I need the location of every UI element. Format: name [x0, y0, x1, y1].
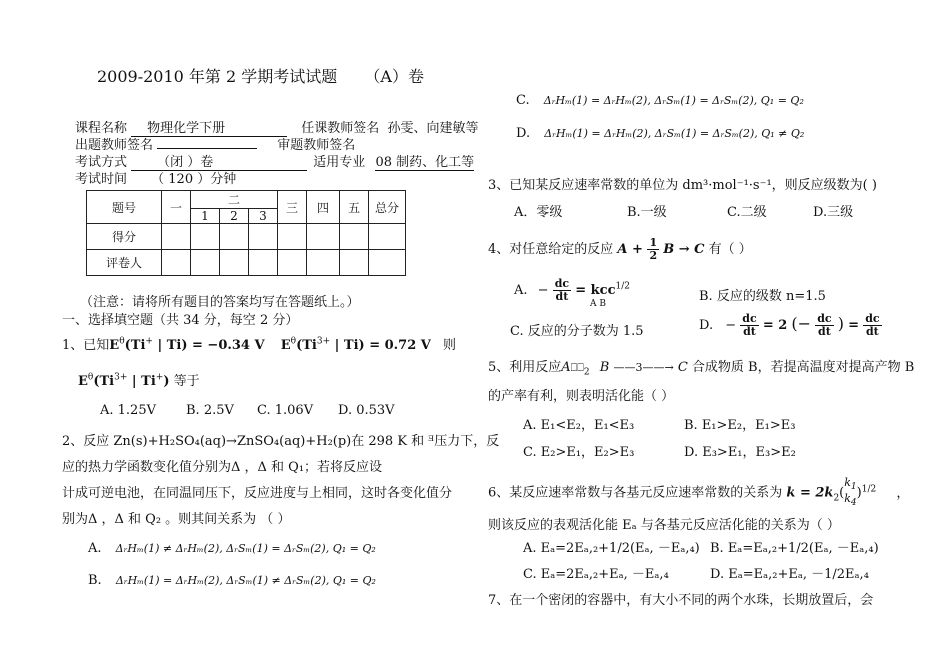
major-value: 08 制药、化工等 — [375, 151, 474, 171]
score-col-1: 一 — [162, 191, 191, 224]
q5-product-b: B — [599, 360, 610, 375]
q1-prefix: 1、已知 — [62, 338, 110, 353]
q6-option-a[interactable]: A. Eₐ=2Eₐ,₂+1/2(Eₐ, －Eₐ,₄) — [523, 541, 700, 556]
q4-frac-num: 1 — [649, 236, 658, 249]
q4-option-d-num3: dc — [865, 312, 880, 325]
setter-label: 出题教师签名 — [75, 138, 154, 153]
notice: （注意：请将所有题目的答案均写在答题纸上。） — [80, 295, 360, 310]
score-cell[interactable] — [340, 224, 369, 250]
q4-option-a-label: A. — [514, 283, 528, 298]
q3-option-d[interactable]: D.三级 — [813, 205, 854, 220]
q6-tail: ， — [896, 485, 910, 501]
score-col-2: 二 — [191, 191, 278, 209]
q6-k-sub: 2 — [833, 493, 840, 504]
q1-option-d[interactable]: D. 0.53V — [338, 403, 395, 418]
paper-version: （A）卷 — [364, 67, 424, 86]
q7-stem: 7、在一个密闭的容器中，有大小不同的两个水珠，长期放置后，会 — [488, 593, 874, 608]
q1-e2-ion: 3+ — [316, 336, 331, 347]
q1-ask-super: θ — [87, 372, 94, 383]
q1-e2-couple: (Ti — [296, 338, 317, 353]
q4-prefix: 4、对任意给定的反应 — [488, 242, 614, 257]
q3-option-c[interactable]: C.二级 — [727, 205, 767, 220]
duration-row — [75, 168, 236, 187]
q4-reaction-b: B → C — [663, 242, 705, 257]
q4-option-d-label: D. — [699, 318, 714, 333]
q4-reaction-a: A + — [617, 242, 648, 257]
duration-label: 考试时间 — [75, 172, 128, 187]
q3-option-a[interactable]: A．零级 — [514, 205, 563, 220]
q5-product-c: C — [677, 360, 688, 375]
q4-option-d-eq: = — [848, 318, 860, 333]
q1-ask-couple: (Ti — [93, 374, 115, 389]
grader-row-label: 评卷人 — [87, 250, 162, 276]
q4-option-d-den: dt — [743, 325, 756, 338]
q4-option-d-num2: dc — [817, 312, 832, 325]
q1-ask-label: E — [78, 374, 88, 389]
q1-e1-couple: (Ti — [124, 338, 146, 353]
score-table — [86, 190, 406, 276]
grader-cell[interactable] — [191, 250, 220, 276]
teacher-value: 孙雯、向建敏等 — [387, 121, 479, 136]
q4-option-a[interactable]: A. − $\frac{dc}{dt}$ = kcc$^{1/2}$ — [514, 277, 630, 303]
score-col-4: 四 — [307, 191, 340, 224]
q2-option-c[interactable] — [516, 93, 804, 108]
q1-ask-mid: | Ti — [127, 374, 156, 389]
q1-e1-ion: + — [145, 336, 153, 347]
q4-option-d-den3: dt — [865, 325, 879, 338]
q2-option-d-expr: ΔᵣHₘ(1) = ΔᵣHₘ(2), ΔᵣSₘ(1) = ΔᵣSₘ(2), Q₁ ≠ Q₂ — [544, 127, 805, 140]
score-cell[interactable] — [220, 224, 249, 250]
q6-option-d[interactable]: D. Eₐ=Eₐ,₂+Eₐ, －1/2Eₐ,₄ — [710, 567, 869, 582]
exam-title-text: 2009-2010 年第 2 学期考试试题 — [97, 67, 338, 86]
q4-suffix: 有（ ） — [708, 242, 752, 257]
q4-option-a-den: dt — [555, 290, 569, 303]
q6-line-2: 则该反应的表观活化能 Eₐ 与各基元反应活化能的关系为（ ） — [488, 518, 840, 533]
q2-option-c-expr: ΔᵣHₘ(1) = ΔᵣHₘ(2), ΔᵣSₘ(1) = ΔᵣSₘ(2), Q₁ = Q₂ — [543, 94, 804, 107]
q5-prefix: 5、利用反应 — [488, 360, 562, 375]
score-cell[interactable] — [191, 224, 220, 250]
q2-option-b-label: B. — [88, 573, 102, 588]
q6-k-ratio — [844, 477, 856, 509]
q4-option-d-deriv-2 — [815, 313, 833, 338]
q5-line-2: 的产率有利，则表明活化能（ ） — [488, 389, 675, 404]
grader-cell[interactable] — [249, 250, 278, 276]
q2-line-4: 别为Δ ，Δ 和 Q₂ 。则其间关系为 （ ） — [62, 512, 291, 527]
q6-k-num: k — [844, 476, 851, 489]
exam-mode-value: （闭 ）卷 — [131, 151, 307, 171]
score-cell[interactable] — [162, 224, 191, 250]
q4-option-c[interactable]: C. 反应的分子数为 1.5 — [510, 324, 644, 339]
q2-option-d[interactable] — [516, 126, 804, 141]
grader-cell[interactable] — [307, 250, 340, 276]
score-cell[interactable] — [307, 224, 340, 250]
course-label: 课程名称 — [75, 121, 128, 136]
q1-ask-tail: 等于 — [169, 374, 200, 389]
q5-line-1 — [488, 356, 914, 378]
q5-arrow: ——3——→ — [613, 361, 674, 374]
q4-option-a-sup: 1/2 — [615, 281, 630, 292]
q6-paren-close: ) — [856, 485, 862, 501]
q5-placeholder-glyph: ⎕⎕ — [570, 361, 584, 374]
q2-option-d-label: D. — [516, 126, 531, 141]
q5-option-a[interactable]: A. E₁<E₂，E₁<E₃ — [523, 418, 635, 433]
q6-prefix: 6、某反应速率常数与各基元反应速率常数的关系为 — [488, 485, 783, 501]
major-label: 适用专业 — [313, 155, 366, 170]
q1-then: 则 — [443, 338, 457, 353]
q4-option-d-den2: dt — [818, 325, 831, 338]
score-row-label: 得分 — [87, 224, 162, 250]
q1-e1-label: E — [109, 338, 120, 353]
q4-option-d-num: dc — [742, 312, 757, 325]
q1-e1-rest: | Ti) = −0.34 V — [152, 338, 265, 353]
score-subcol-3: 3 — [249, 209, 278, 224]
q5-option-b[interactable]: B. E₁>E₂，E₁>E₃ — [684, 418, 796, 433]
q1-e1-super: θ — [119, 336, 125, 347]
score-cell[interactable] — [249, 224, 278, 250]
q2-option-b[interactable] — [88, 573, 376, 588]
reviewer-label: 审题教师签名 — [277, 138, 356, 153]
grader-cell[interactable] — [369, 250, 406, 276]
q1-option-c[interactable]: C. 1.06V — [257, 403, 314, 418]
q5-option-d[interactable]: D. E₃>E₁，E₃>E₂ — [684, 445, 796, 460]
q6-k-den-sub: 4 — [850, 498, 857, 509]
q5-suffix: 合成物质 B，若提高温度对提高产物 B — [691, 360, 915, 375]
q4-option-d-mid: = 2 — [762, 318, 788, 333]
q4-option-d-deriv-1 — [740, 313, 758, 338]
exam-mode-label: 考试方式 — [75, 155, 128, 170]
q1-ask-ion1: 3+ — [114, 372, 128, 383]
q2-line-2: 应的热力学函数变化值分别为Δ ，Δ 和 Q₁；若将反应设 — [62, 460, 383, 475]
q1-option-a[interactable]: A. 1.25V — [100, 403, 156, 418]
score-header-label: 题号 — [87, 191, 162, 224]
q4-stem — [488, 237, 752, 262]
grader-cell[interactable] — [340, 250, 369, 276]
duration-value: （ 120 ）分钟 — [151, 172, 237, 187]
q6-option-c[interactable]: C. Eₐ=2Eₐ,₂+Eₐ, －Eₐ,₄ — [523, 567, 669, 582]
q2-option-b-expr: ΔᵣHₘ(1) = ΔᵣHₘ(2), ΔᵣSₘ(1) ≠ ΔᵣSₘ(2), Q₁ = Q₂ — [115, 574, 376, 587]
score-col-total: 总分 — [369, 191, 406, 224]
score-cell[interactable] — [369, 224, 406, 250]
q4-option-b[interactable]: B. 反应的级数 n=1.5 — [699, 289, 826, 304]
q6-paren-open: ( — [839, 485, 845, 501]
setter-line — [157, 148, 257, 149]
q4-option-a-derivative — [553, 278, 571, 303]
q5-option-c[interactable]: C. E₂>E₁，E₂>E₃ — [523, 445, 635, 460]
score-col-5: 五 — [340, 191, 369, 224]
q3-option-b[interactable]: B.一级 — [627, 205, 667, 220]
q1-ask-rest: ) — [163, 374, 170, 389]
q4-frac-den: 2 — [649, 249, 658, 262]
q6-k-den: k — [844, 492, 851, 506]
q4-option-a-sub: A B — [590, 299, 606, 309]
score-cell[interactable] — [278, 224, 307, 250]
q1-e2-rest: | Ti) = 0.72 V — [330, 338, 431, 353]
q4-option-a-num: dc — [554, 277, 570, 290]
q6-k-power: 1/2 — [861, 484, 877, 495]
teacher-label: 任课教师签名 — [301, 121, 380, 136]
q1-option-b[interactable]: B. 2.5V — [186, 403, 234, 418]
q6-k-expr: k = 2k — [786, 485, 834, 501]
q4-option-d-deriv-3 — [863, 313, 881, 338]
grader-cell[interactable] — [278, 250, 307, 276]
q2-line-3: 计成可逆电池，在同温同压下，反应进度与上相同，这时各变化值分 — [62, 486, 453, 501]
q5-reactant: A — [561, 360, 571, 375]
q5-sub: 2 — [583, 367, 590, 378]
exam-title — [97, 64, 424, 87]
q2-option-a-label: A. — [88, 541, 102, 556]
q6-option-b[interactable]: B. Eₐ=Eₐ,₂+1/2(Eₐ, －Eₐ,₄) — [710, 541, 879, 556]
q1-stem — [62, 334, 456, 353]
score-col-3: 三 — [278, 191, 307, 224]
q6-line-1 — [488, 477, 909, 509]
q2-option-a-expr: ΔᵣHₘ(1) ≠ ΔᵣHₘ(2), ΔᵣSₘ(1) = ΔᵣSₘ(2), Q₁ = Q₂ — [115, 542, 376, 555]
q2-option-c-label: C. — [516, 93, 530, 108]
score-subcol-1: 1 — [191, 209, 220, 224]
q2-line-1: 2、反应 Zn(s)+H₂SO₄(aq)→ZnSO₄(aq)+H₂(p)在 298 K 和 ᴲ压力下，反 — [62, 434, 500, 449]
section-1-heading: 一、选择填空题（共 34 分，每空 2 分） — [62, 313, 299, 328]
q6-k-num-sub: 1 — [850, 482, 857, 493]
q1-ask — [78, 370, 200, 389]
grader-cell[interactable] — [220, 250, 249, 276]
q4-option-a-rhs: = kc — [575, 283, 608, 298]
score-subcol-2: 2 — [220, 209, 249, 224]
q1-ask-ion2: + — [155, 372, 164, 383]
q4-half-fraction — [647, 237, 659, 262]
q3-stem: 3、已知某反应速率常数的单位为 dm³·mol⁻¹·s⁻¹，则反应级数为( ) — [488, 178, 877, 193]
q1-e2-super: θ — [290, 336, 297, 347]
q4-option-d[interactable]: D. − $\frac{dc}{dt}$ = 2 (− $\frac{dc}{dt}$ ) = $\frac{dc}{dt}$ — [699, 312, 880, 338]
course-value: 物理化学下册 — [131, 117, 287, 137]
grader-cell[interactable] — [162, 250, 191, 276]
q1-e2-label: E — [280, 338, 291, 353]
q2-option-a[interactable] — [88, 541, 376, 556]
